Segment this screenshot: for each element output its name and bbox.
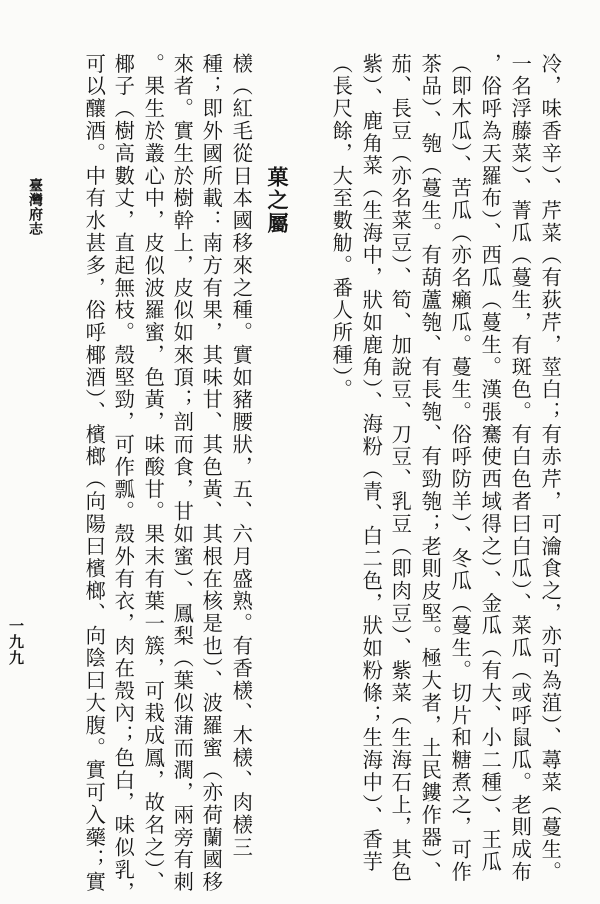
text-column: 種；即外國所載：南方有果，其味甘、其色黃、其根在核是也）、波羅蜜（亦荷蘭國移 xyxy=(199,53,224,894)
page-number: 一九九 xyxy=(7,618,25,666)
text-column: （長尺餘，大至數觔。番人所種）。 xyxy=(329,53,354,402)
section-heading: 菓之屬 xyxy=(265,166,290,235)
text-column: 。果生於叢心中，皮似波羅蜜，色黃，味酸甘。果末有葉一簇，可栽成鳳，故名之）、 xyxy=(141,53,166,894)
running-title: 臺灣府志 xyxy=(27,178,43,236)
text-column: 紫）、鹿角菜（生海中，狀如鹿角）、海粉（青、白二色，狀如粉條；生海中）、香芋 xyxy=(359,53,384,874)
text-column: 來者。實生於樹幹上，皮似如來頂；剖而食，甘如蜜）、鳳梨（葉似蒲而濶，兩旁有刺 xyxy=(170,53,195,894)
text-column: ，俗呼為天羅布）、西瓜（蔓生。漢張騫使西域得之）、金瓜（有大、小二種）、王瓜 xyxy=(478,53,503,874)
text-column: 一名浮藤菜）、菁瓜（蔓生，有斑色。有白色者曰白瓜）、菜瓜（或呼鼠瓜。老則成布 xyxy=(508,53,533,884)
text-column: （即木瓜）、苦瓜（亦名癩瓜。蔓生。俗呼防羊）、冬瓜（蔓生。切片和糖煮之，可作 xyxy=(448,53,473,884)
text-column: 檨（紅毛從日本國移來之種。實如豬腰狀，五、六月盛熟。有香檨、木檨、肉檨三 xyxy=(229,53,254,860)
text-column: 椰子（樹高數丈，直起無枝。殼堅勁，可作瓢。殼外有衣，肉在殼內；色白，味似乳， xyxy=(111,53,136,904)
text-column: 可以釀酒。中有水甚多，俗呼椰酒）、檳榔（向陽曰檳榔、向陰曰大腹。實可入藥；實 xyxy=(82,53,107,894)
text-column: 冷，味香辛）、芹菜（有荻芹，莖白；有赤芹，可瀹食之，亦可為菹）、蕁菜（蔓生。 xyxy=(538,53,563,884)
text-column: 茄、長豆（亦名菜豆）、筍、加說豆、刀豆、乳豆（即肉豆）、紫菜（生海石上，其色 xyxy=(388,53,413,884)
text-column: 茶品）、匏（蔓生。有葫蘆匏、有長匏、有勁匏；老則皮堅。極大者，土民鏤作器）、 xyxy=(418,53,443,884)
